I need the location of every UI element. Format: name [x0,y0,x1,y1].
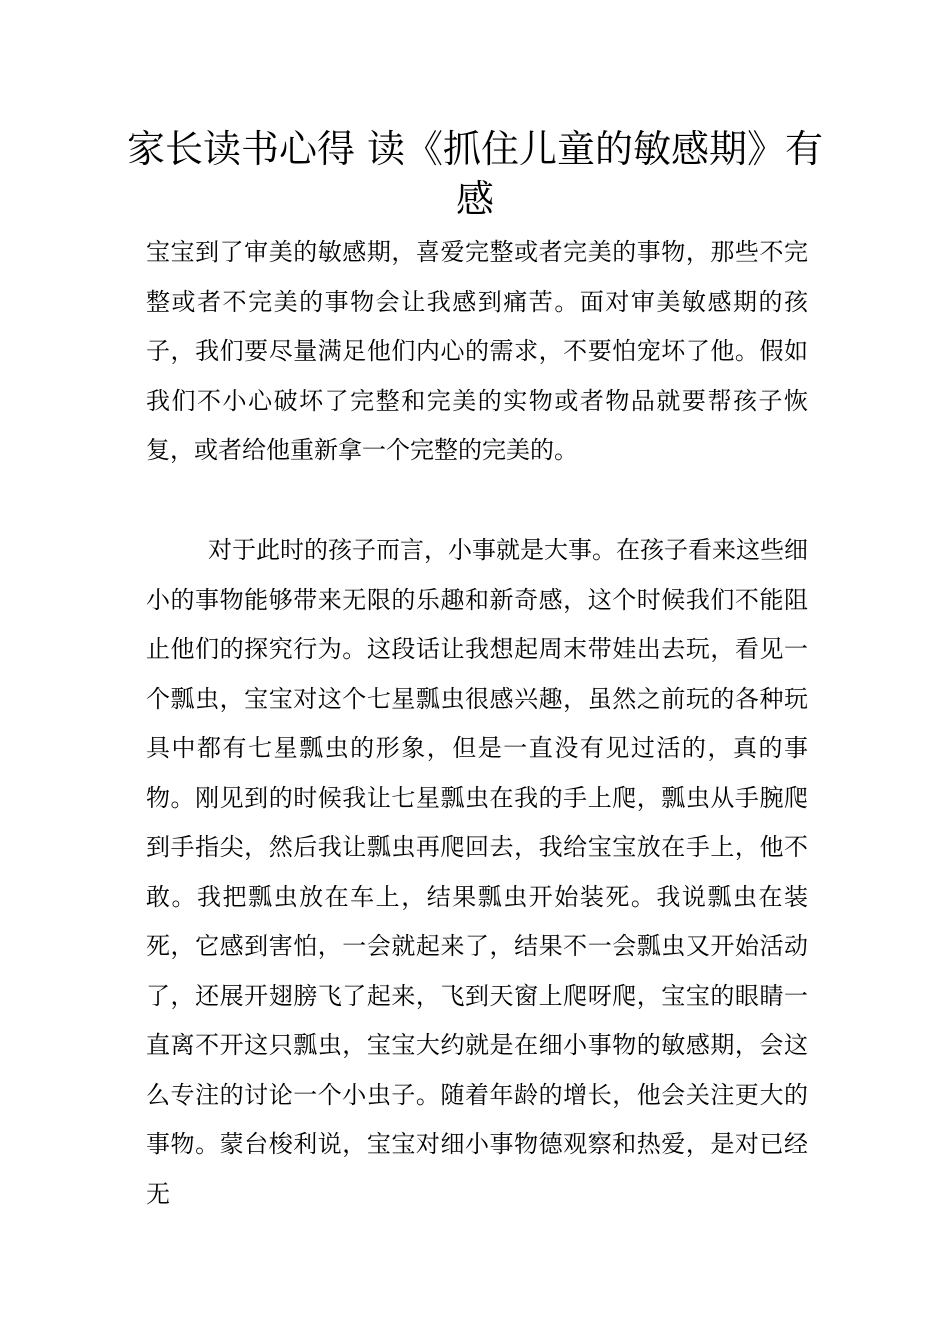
document-title: 家长读书心得 读《抓住儿童的敏感期》有感 [126,127,824,221]
paragraph-2: 对于此时的孩子而言，小事就是大事。在孩子看来这些细小的事物能够带来无限的乐趣和新奇感，这个时候我们不能阻止他们的探究行为。这段话让我想起周末带娃出去玩，看见一个瓢虫，宝宝对这个七星瓢虫很感兴趣，虽然之前玩的各种玩具中都有七星瓢虫的形象，但是一直没有见过活的，真的事物。刚见到的时候我让七星瓢虫在我的手上爬，瓢虫从手腕爬到手指尖，然后我让瓢虫再爬回去，我给宝宝放在手上，他不敢。我把瓢虫放在车上，结果瓢虫开始装死。我说瓢虫在装死，它感到害怕，一会就起来了，结果不一会瓢虫又开始活动了，还展开翅膀飞了起来，飞到天窗上爬呀爬，宝宝的眼睛一直离不开这只瓢虫，宝宝大约就是在细小事物的敏感期，会这么专注的讨论一个小虫子。随着年龄的增长，他会关注更大的事物。蒙台梭利说，宝宝对细小事物德观察和热爱，是对已经无 [146,536,808,1208]
paragraph-1: 宝宝到了审美的敏感期，喜爱完整或者完美的事物，那些不完整或者不完美的事物会让我感到痛苦。面对审美敏感期的孩子，我们要尽量满足他们内心的需求，不要怕宠坏了他。假如我们不小心破坏了完整和完美的实物或者物品就要帮孩子恢复，或者给他重新拿一个完整的完美的。 [146,238,808,464]
